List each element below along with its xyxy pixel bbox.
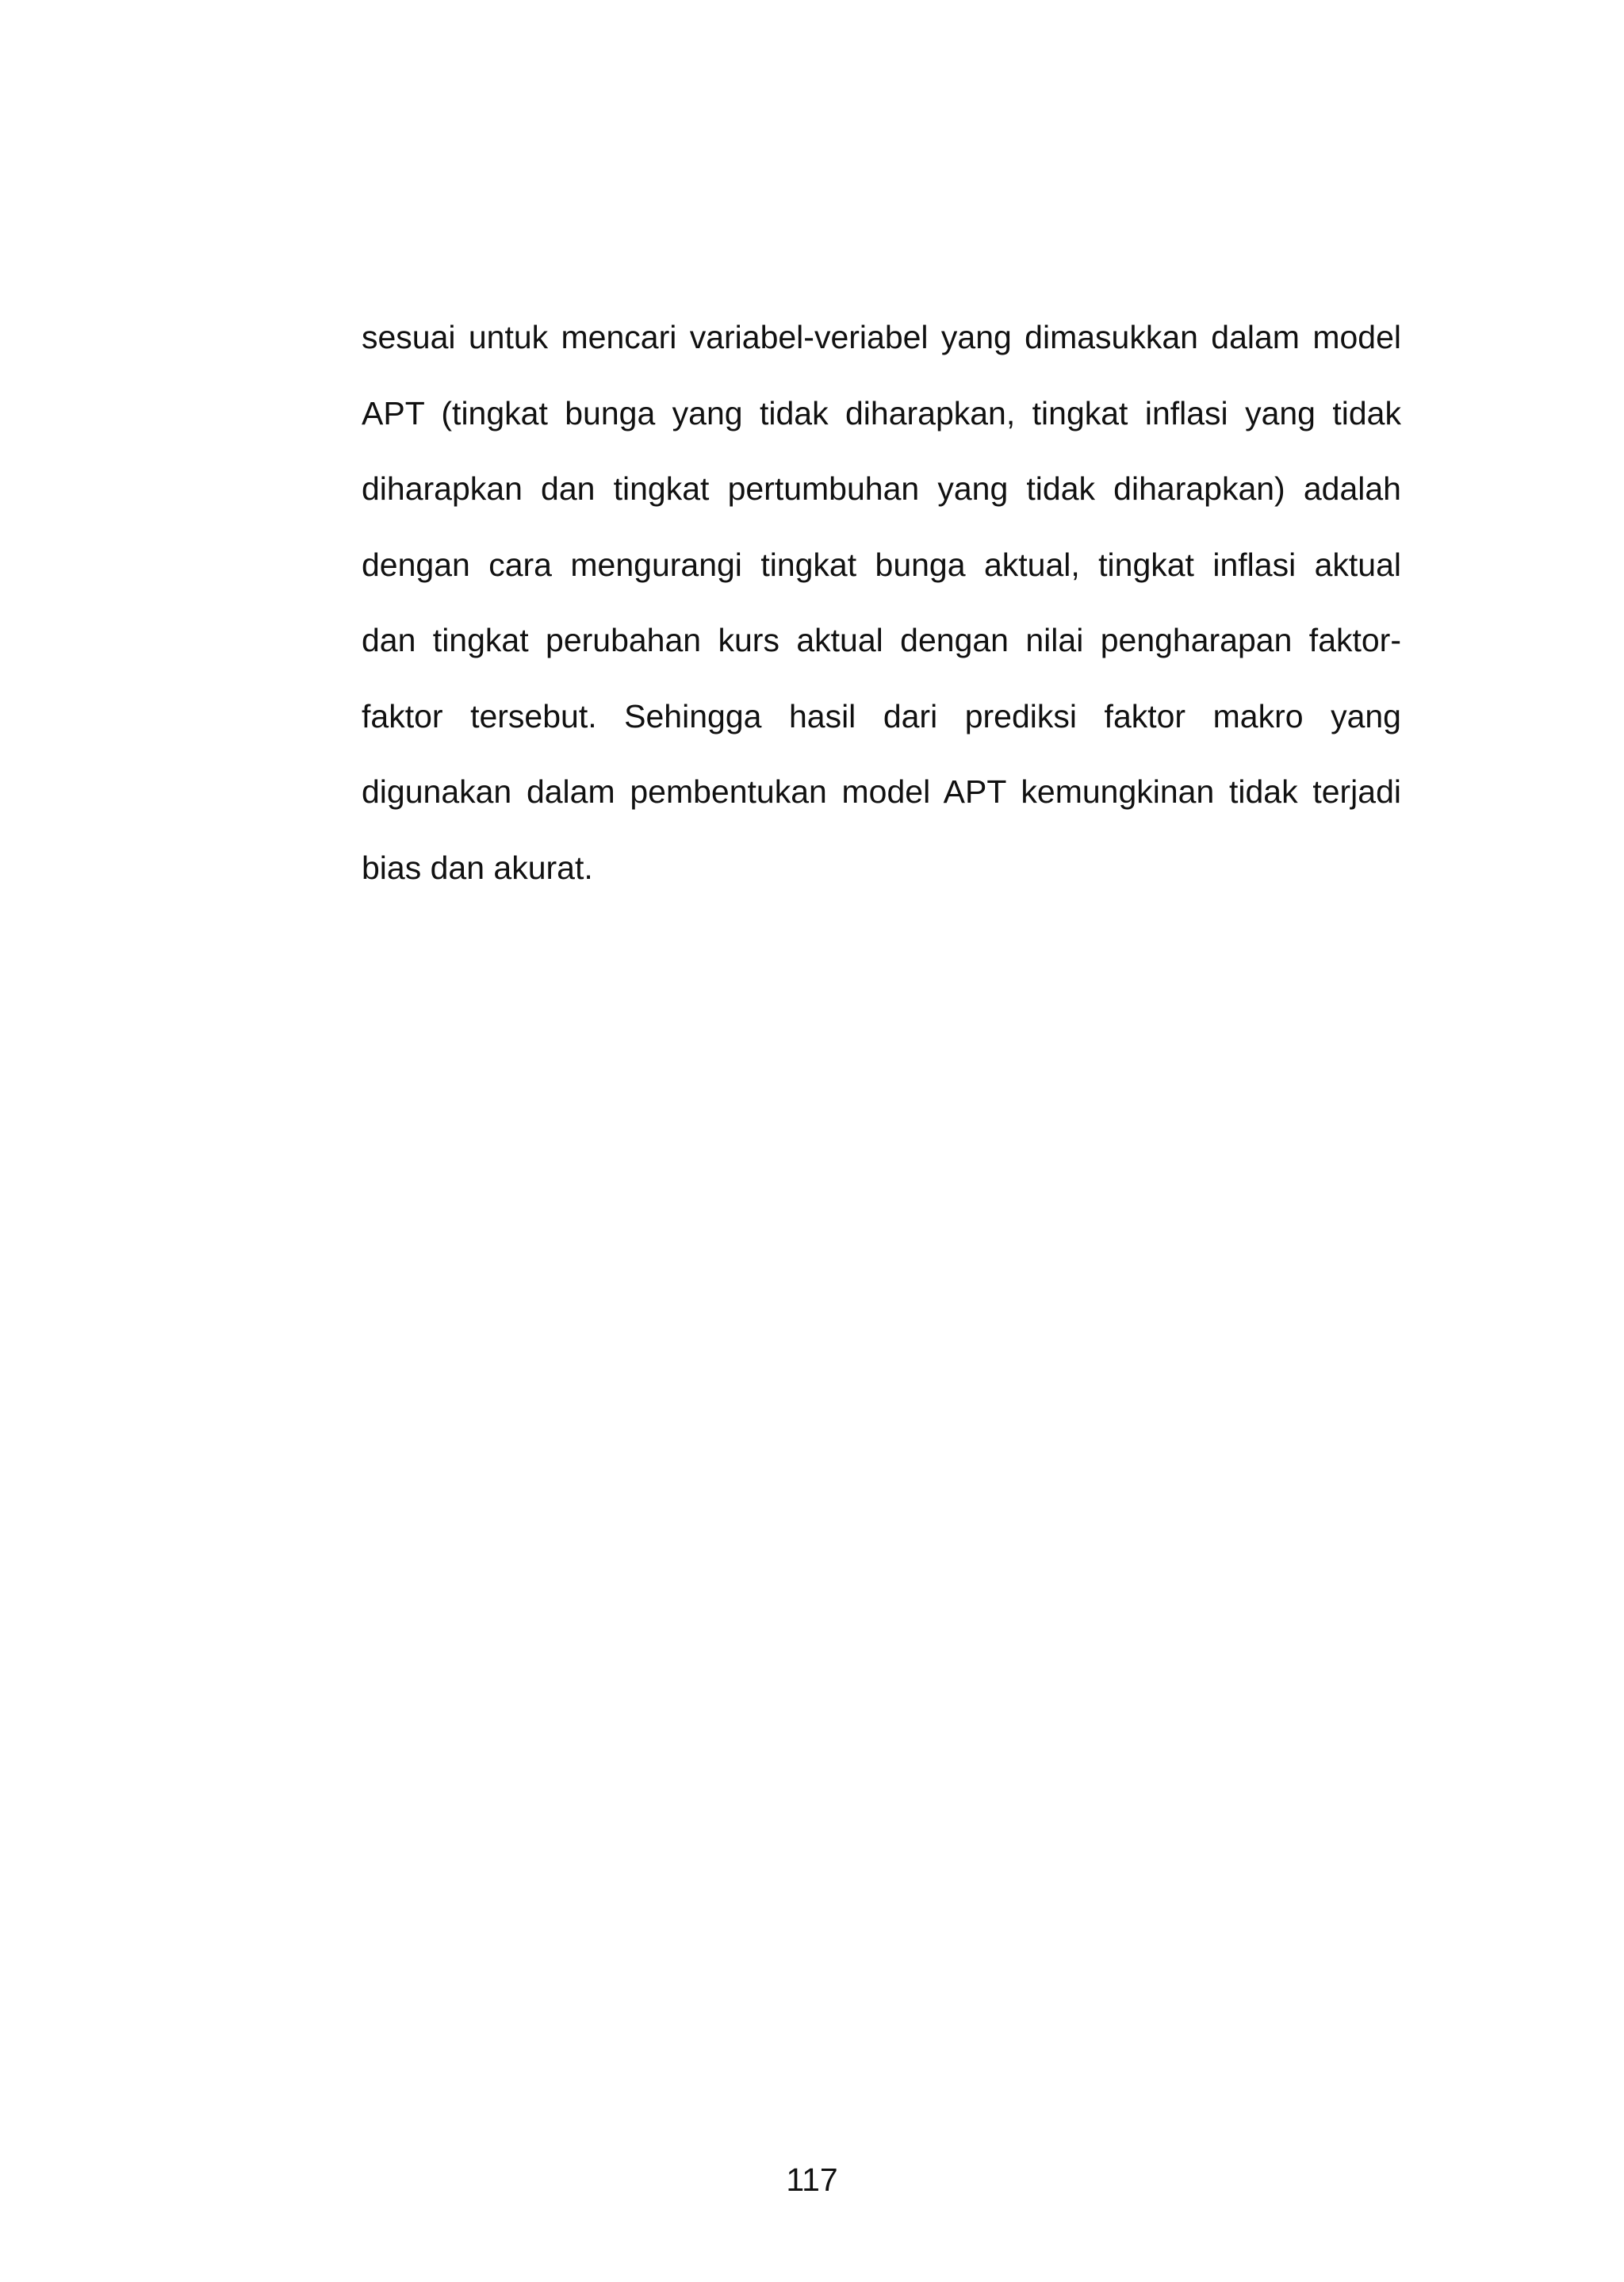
paragraph-line: faktor tersebut. Sehingga hasil dari prediksi faktor makro yang bbox=[362, 697, 1401, 734]
paragraph-line: sesuai untuk mencari variabel-veriabel yang dimasukkan dalam model bbox=[362, 319, 1401, 355]
paragraph-line: APT (tingkat bunga yang tidak diharapkan, tingkat inflasi yang tidak bbox=[362, 394, 1401, 431]
paragraph-line: dengan cara mengurangi tingkat bunga aktual, tingkat inflasi aktual bbox=[362, 546, 1401, 583]
paragraph-line: bias dan akurat. bbox=[362, 849, 593, 886]
page-number: 117 bbox=[786, 2161, 838, 2198]
body-paragraph bbox=[362, 300, 1401, 906]
paragraph-line: diharapkan dan tingkat pertumbuhan yang tidak diharapkan) adalah bbox=[362, 470, 1401, 507]
paragraph-line: digunakan dalam pembentukan model APT kemungkinan tidak terjadi bbox=[362, 773, 1401, 810]
paragraph-line: dan tingkat perubahan kurs aktual dengan nilai pengharapan faktor- bbox=[362, 622, 1401, 658]
